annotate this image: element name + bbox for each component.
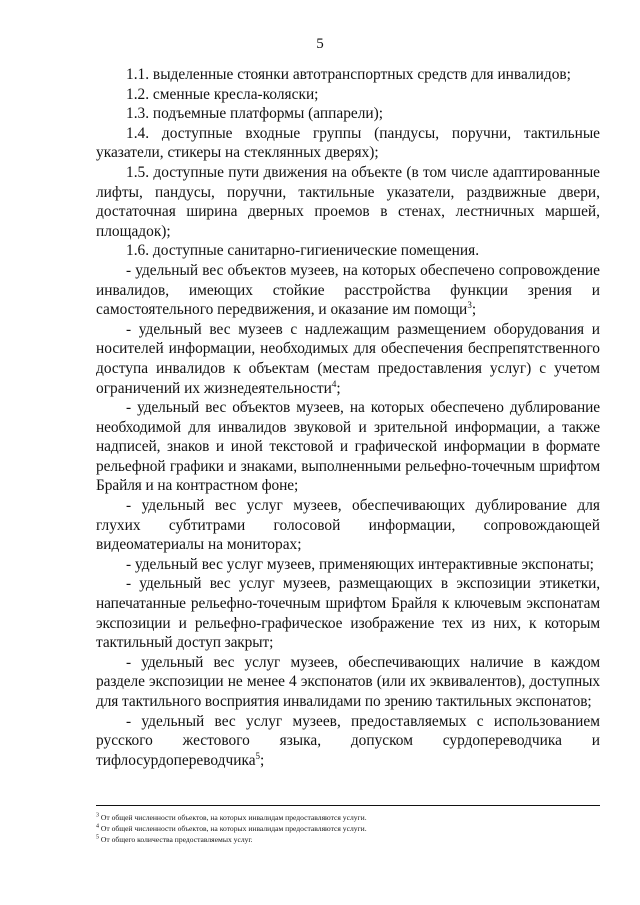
footnote-ref-5: 5: [255, 750, 261, 761]
footnote-4: $^4$ От общей численности объектов, на которых инвалидам предоставляются услуги.: [96, 823, 367, 833]
indicator-equipment: - удельный вес музеев с надлежащим размещением оборудования и носителей информации, необходимых для обеспечения беспрепятственного доступа инвалидов к объектам (местам предоставления услуг) с учетом ограничений их жизнедеятельности$^4$;: [96, 320, 600, 397]
footnote-3: $^3$ От общей численности объектов, на которых инвалидам предоставляются услуги.: [96, 812, 367, 822]
document-body: [96, 65, 600, 770]
paragraph-1-5: 1.5. доступные пути движения на объекте (в том числе адаптированные лифты, пандусы, поручни, тактильные указатели, раздвижные двери, достаточная ширина дверных проемов в стенах, лестничных маршей, площадок);: [96, 163, 600, 240]
indicator-tactile-exhibits: - удельный вес услуг музеев, обеспечивающих наличие в каждом разделе экспозиции не менее 4 экспонатов (или их эквивалентов), доступных для тактильного восприятия инвалидами по зрению тактильных экспонатов;: [96, 653, 600, 710]
paragraph-1-4: 1.4. доступные входные группы (пандусы, поручни, тактильные указатели, стикеры на стеклянных дверях);: [96, 124, 600, 162]
indicator-braille-labels: - удельный вес услуг музеев, размещающих в экспозиции этикетки, напечатанные рельефно-точечным шрифтом Брайля к ключевым экспонатам экспозиции и рельефно-графическое изображение тех из них, к которым тактильный доступ закрыт;: [96, 575, 600, 652]
paragraph-1-6: 1.6. доступные санитарно-гигиенические помещения.: [126, 242, 480, 260]
footnote-ref-4: 4: [331, 378, 337, 389]
paragraph-1-3: 1.3. подъемные платформы (аппарели);: [126, 105, 384, 123]
indicator-escort: - удельный вес объектов музеев, на которых обеспечено сопровождение инвалидов, имеющих стойкие расстройства функции зрения и самостоятельного передвижения, и оказание им помощи$^3$;: [96, 261, 600, 319]
footnote-ref-3: 3: [467, 300, 472, 310]
footnotes: [96, 805, 600, 845]
indicator-subtitles: - удельный вес услуг музеев, обеспечивающих дублирование для глухих субтитрами голосовой информации, сопровождающей видеоматериалы на мониторах;: [96, 497, 600, 554]
indicator-interactive: - удельный вес услуг музеев, применяющих интерактивные экспонаты;: [126, 555, 594, 573]
page-number: 5: [316, 36, 324, 52]
indicator-sign-language: - удельный вес услуг музеев, предоставляемых с использованием русского жестового языка, допуском сурдопереводчика и тифлосурдопереводчика$^5$;: [96, 712, 600, 769]
indicator-duplication: - удельный вес объектов музеев, на которых обеспечено дублирование необходимой для инвалидов звуковой и зрительной информации, а также надписей, знаков и иной текстовой и графической информации в формате рельефной графики и знаками, выполненными рельефно-точечным шрифтом Брайля и на контрастном фоне;: [96, 399, 600, 495]
paragraph-1-1: 1.1. выделенные стоянки автотранспортных средств для инвалидов;: [126, 66, 571, 83]
footnote-5: $^5$ От общего количества предоставляемых услуг.: [96, 834, 253, 844]
paragraph-1-2: 1.2. сменные кресла-коляски;: [126, 85, 319, 103]
